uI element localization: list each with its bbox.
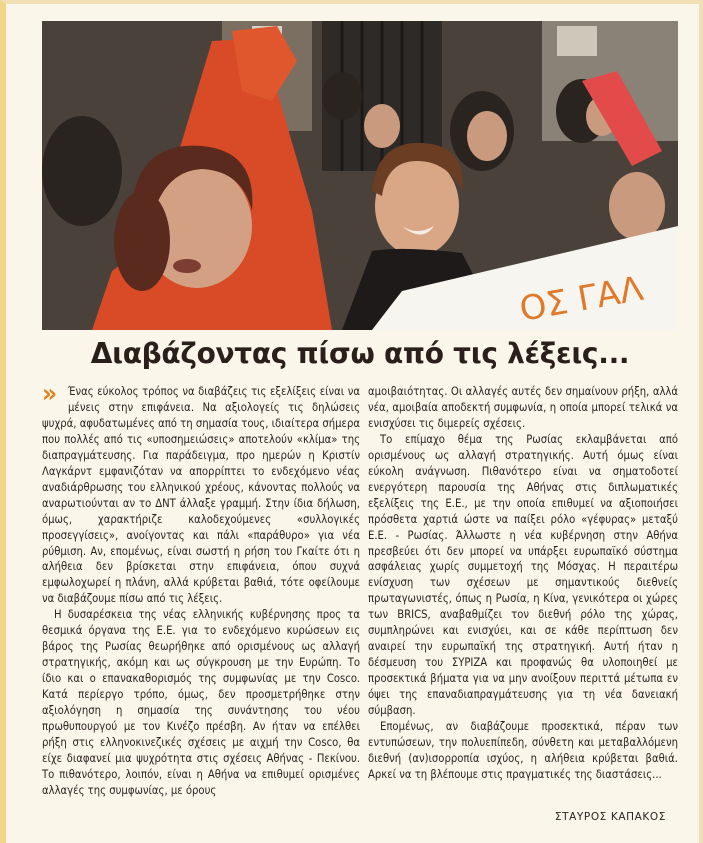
article-column-left [42, 379, 360, 799]
paragraph-3: αμοιβαιότητας. Οι αλλαγές αυτές δεν σημαίνουν ρήξη, αλλά νέα, αμοιβαία αποδεκτή συμφωνία, η οποία μπορεί τελικά να ενισχύσει τις διμερείς σχέσεις. [368, 385, 678, 430]
author-byline: ΣΤΑΥΡΟΣ ΚΑΠΑΚΟΣ [554, 811, 666, 823]
paragraph-5: Επομένως, αν διαβάζουμε προσεκτικά, πέραν των εντυπώσεων, την πολυεπίπεδη, σύνθετη και μεταβαλλόμενη διεθνή (αν)ισορροπία ισχύος, η αλήθεια κρύβεται βαθιά. Αρκεί να τη βλέπουμε στις πραγματικές της διαστάσεις... [368, 720, 678, 781]
paragraph-4: Το επίμαχο θέμα της Ρωσίας εκλαμβάνεται από ορισμένους ως αλλαγή στρατηγικής. Αυτή όμως είναι εύκολη ανάγνωση. Πιθανότερο είναι να σηματοδοτεί ενεργότερη παρουσία της Αθήνας στις διπλωματικές εξελίξεις της Ε.Ε., με την οποία επιθυμεί να αξιοποιήσει πρόσθετα χαρτιά ώστε να παίξει ρόλο «γέφυρας» μεταξύ Ε.Ε. - Ρωσίας. Άλλωστε η νέα κυβέρνηση στην Αθήνα πρεσβεύει ότι δεν μπορεί να υπάρξει ευρωπαϊκό σύστημα ασφάλειας χωρίς συμμετοχή της Μόσχας. Η περαιτέρω ενίσχυση των σχέσεων με σημαντικούς διεθνείς πρωταγωνιστές, όπως η Ρωσία, η Κίνα, γενικότερα οι χώρες των BRICS, αναβαθμίζει τον διεθνή ρόλο της χώρας, συμπληρώνει και ενισχύει, και σε κάθε περίπτωση δεν αναιρεί την ευρωπαϊκή της στρατηγική. Αυτή ήταν η δέσμευση του ΣΥΡΙΖΑ και προφανώς θα υλοποιηθεί με προσεκτικά βήματα για να μην ανοίξουν περιττά μέτωπα εν όψει της επαναδιαπραγμάτευσης για τη νέα δανειακή σύμβαση. [368, 432, 678, 718]
banner-text: ΟΣ ΓΑΛ [516, 268, 647, 330]
protest-photo-illustration [42, 21, 678, 330]
protest-photo [42, 21, 678, 330]
paragraph-2: Η δυσαρέσκεια της νέας ελληνικής κυβέρνησης προς τα θεσμικά όργανα της Ε.Ε. για το ενδεχόμενο κυρώσεων εις βάρος της Ρωσίας θεωρήθηκε από ορισμένους ως αλλαγή στρατηγικής, ακόμη και ως σύγκρουση με την Ευρώπη. Το ίδιο και ο επανακαθορισμός της συμφωνίας με την Cosco. Κατά περίεργο τρόπο, όμως, δεν προσμετρήθηκε στην αξιολόγηση η σημασία της συνάντησης του νέου πρωθυπουργού με τον Κινέζο πρέσβη. Αν ήταν να επέλθει ρήξη στις ελληνοκινεζικές σχέσεις με αιχμή την Cosco, θα είχε διαφανεί μια ψυχρότητα στις σχέσεις Αθήνας - Πεκίνου. Το πιθανότερο, λοιπόν, είναι η Αθήνα να επιθυμεί ορισμένες αλλαγές της συμφωνίας, με όρους [42, 608, 360, 797]
article-headline: Διαβάζοντας πίσω από τις λέξεις... [90, 337, 630, 370]
article-column-right [368, 384, 678, 783]
paragraph-1 [42, 379, 360, 607]
paragraph-1-text: Ένας εύκολος τρόπος να διαβάζεις τις εξελίξεις είναι να μένεις στην επιφάνεια. Να αξιολογείς τις δηλώσεις ψυχρά, αφυδατωμένες από τη σημασία τους, ιδιαίτερα σήμερα που πολλές από τις «υποσημειώσεις» αποτελούν «κλίμα» της διαπραγμάτευσης. Για παράδειγμα, προ ημερών η Κριστίν Λαγκάρντ εμφανιζόταν να απορρίπτει το ενδεχόμενο νέας αναδιάρθρωσης του ελληνικού χρέους, κάνοντας πολλούς να αναρωτιούνται αν το ΔΝΤ άλλαξε γραμμή. Στην ίδια δήλωση, όμως, χαρακτήριζε καλοδεχούμενες «συλλογικές προσεγγίσεις», ανοίγοντας και πάλι «παράθυρο» για νέα ρύθμιση. Αν, επομένως, είναι σωστή η ρήση του Γκαίτε ότι η αλήθεια δεν βρίσκεται στην επιφάνεια, όπου συχνά εμφωλοχωρεί η πλάνη, αλλά κρύβεται βαθιά, τότε οφείλουμε να διαβάζουμε πίσω από τις λέξεις. [42, 385, 360, 606]
double-chevron-quote-icon: » [42, 379, 58, 409]
